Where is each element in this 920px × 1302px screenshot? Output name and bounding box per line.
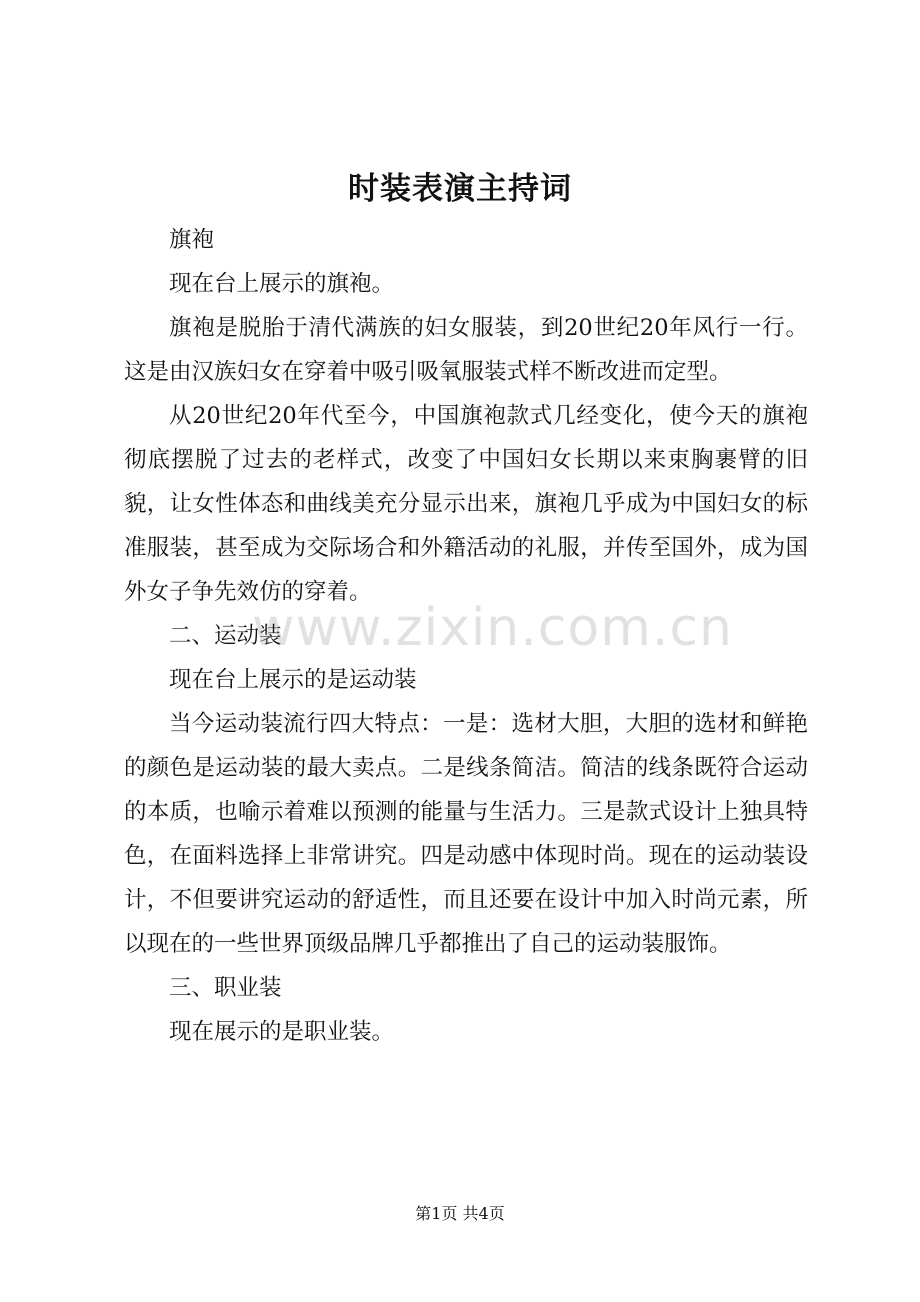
document-title: 时装表演主持词 [348, 171, 572, 207]
paragraph-heading-qipao: 旗袍 [169, 227, 215, 253]
paragraph-heading-sportswear: 二、运动装 [169, 623, 282, 649]
paragraph: 旗袍是脱胎于清代满族的妇女服装，到20世纪20年风行一行。这是由汉族妇女在穿着中吸引吸氧服装式样不断改进而定型。 [124, 315, 808, 385]
paragraph: 现在展示的是职业装。 [169, 1019, 395, 1045]
page-footer: 第1页 共4页 [415, 1204, 505, 1223]
paragraph: 现在台上展示的是运动装 [169, 667, 417, 693]
paragraph-heading-workwear: 三、职业装 [169, 975, 282, 1001]
paragraph: 现在台上展示的旗袍。 [169, 271, 395, 297]
paragraph: 从20世纪20年代至今，中国旗袍款式几经变化，使今天的旗袍彻底摆脱了过去的老样式，改变了中国妇女长期以来束胸裹臂的旧貌，让女性体态和曲线美充分显示出来，旗袍几乎成为中国妇女的标准服装，甚至成为交际场合和外籍活动的礼服，并传至国外，成为国外女子争先效仿的穿着。 [124, 403, 808, 605]
watermark: www.zixin.com.cn [252, 598, 733, 658]
paragraph: 当今运动装流行四大特点：一是：选材大胆，大胆的选材和鲜艳的颜色是运动装的最大卖点。二是线条简洁。简洁的线条既符合运动的本质，也喻示着难以预测的能量与生活力。三是款式设计上独具特色，在面料选择上非常讲究。四是动感中体现时尚。现在的运动装设计，不但要讲究运动的舒适性，而且还要在设计中加入时尚元素，所以现在的一些世界顶级品牌几乎都推出了自己的运动装服饰。 [124, 711, 808, 957]
